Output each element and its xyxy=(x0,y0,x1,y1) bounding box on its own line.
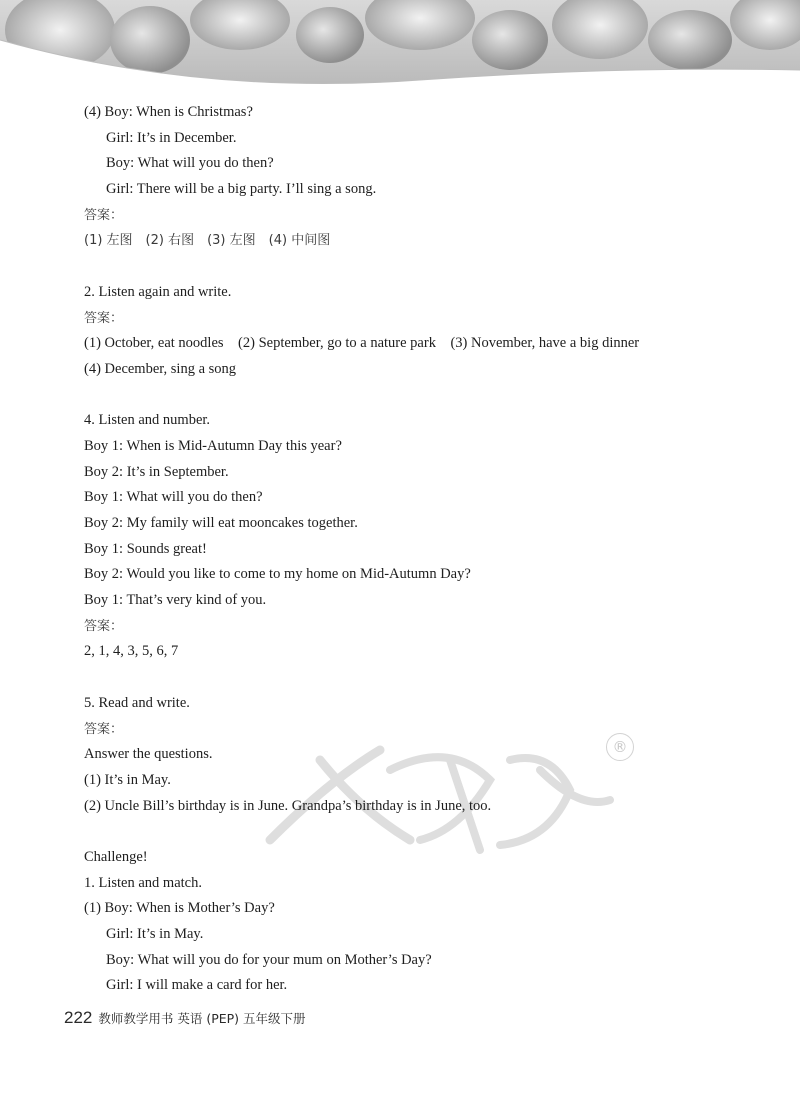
text-line-s5-2: (2) Uncle Bill’s birthday is in June. Grandpa’s birthday is in June, too. xyxy=(84,797,492,814)
text-line-q4-4: Girl: There will be a big party. I’ll sing a song. xyxy=(106,181,377,198)
text-line-s4-1: Boy 1: When is Mid-Autumn Day this year? xyxy=(84,437,342,454)
page-number: 222 xyxy=(64,1008,93,1027)
text-line-ans-2-a: (1) October, eat noodles (2) September, go to a nature park (3) November, have a big dinner xyxy=(84,335,640,352)
section-gap xyxy=(84,383,774,409)
section-gap xyxy=(84,254,774,280)
section-gap xyxy=(84,819,774,845)
text-line-q4-1: (4) Boy: When is Christmas? xyxy=(84,104,253,120)
text-line-ch-1: 1. Listen and match. xyxy=(84,874,202,891)
answer-label: 答案： xyxy=(84,207,124,223)
text-line-s4-3: Boy 1: What will you do then? xyxy=(84,489,263,506)
text-line-ans-1-body: (1) 左图 (2) 右图 (3) 左图 (4) 中间图 xyxy=(84,233,331,249)
text-line-ch-title: Challenge! xyxy=(84,848,148,865)
text-line-ch-q1: (1) Boy: When is Mother’s Day? xyxy=(84,900,275,917)
text-line-s4-5: Boy 1: Sounds great! xyxy=(84,540,207,557)
answer-label: 答案： xyxy=(84,310,124,326)
registered-mark: ® xyxy=(606,733,634,761)
section-gap xyxy=(84,665,774,691)
text-line-ch-q3: Boy: What will you do for your mum on Mother’s Day? xyxy=(106,951,432,968)
text-line-ch-q4: Girl: I will make a card for her. xyxy=(106,977,288,994)
text-line-ans-2-b: (4) December, sing a song xyxy=(84,360,237,377)
text-line-s4-6: Boy 2: Would you like to come to my home on Mid-Autumn Day? xyxy=(84,566,471,583)
text-line-ch-q2: Girl: It’s in May. xyxy=(106,926,204,942)
page-footer xyxy=(64,1008,306,1028)
text-line-s5-sub: Answer the questions. xyxy=(84,746,213,763)
text-line-q4-3: Boy: What will you do then? xyxy=(106,155,274,172)
text-line-ans-4-body: 2, 1, 4, 3, 5, 6, 7 xyxy=(84,643,179,660)
answer-label: 答案： xyxy=(84,618,124,634)
answer-key-content xyxy=(84,100,774,999)
text-line-s2-title: 2. Listen again and write. xyxy=(84,283,232,300)
answer-label: 答案： xyxy=(84,721,124,737)
text-line-s5-title: 5. Read and write. xyxy=(84,694,190,711)
floral-banner xyxy=(0,0,800,96)
text-line-s4-4: Boy 2: My family will eat mooncakes together. xyxy=(84,515,358,531)
floral-banner-icon xyxy=(0,0,800,96)
text-line-s4-7: Boy 1: That’s very kind of you. xyxy=(84,592,267,609)
book-title: 教师教学用书 英语 (PEP) 五年级下册 xyxy=(98,1011,306,1026)
text-line-s5-1: (1) It’s in May. xyxy=(84,771,171,788)
text-line-s4-title: 4. Listen and number. xyxy=(84,412,211,429)
text-line-s4-2: Boy 2: It’s in September. xyxy=(84,463,229,480)
text-line-q4-2: Girl: It’s in December. xyxy=(106,129,237,146)
